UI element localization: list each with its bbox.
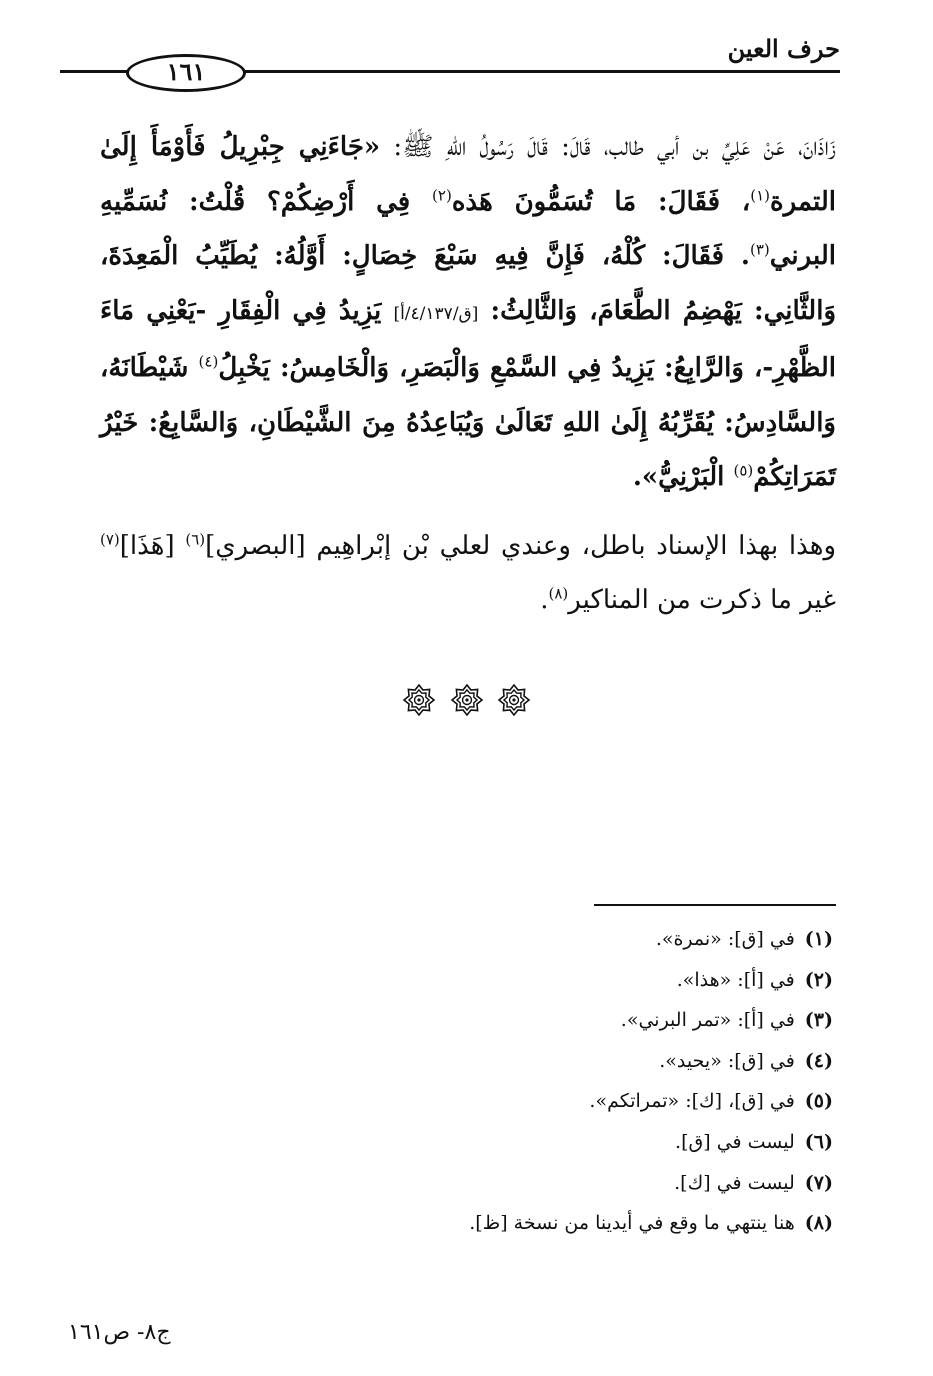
- footnote-text: ليست في [ق].: [675, 1130, 795, 1153]
- hadith-text-1: «جَاءَنِي جِبْرِيلُ فَأَوْمَأَ إِلَىٰ التمرة: [100, 132, 836, 217]
- footnote-item: [93, 1166, 833, 1207]
- hadith-text-5: يَزِيدُ فِي الْفِقَارِ -يَعْنِي مَاءَ الظَّهْرِ-، وَالرَّابِعُ: يَزِيدُ فِي السَّمْعِ وَالْبَصَرِ، وَالْخَامِسُ: يَخْبِلُ: [100, 295, 837, 383]
- commentary-text-3: غير ما ذكرت من المناكير: [568, 585, 836, 615]
- manuscript-reference: [ق/٤/١٣٧/أ]: [393, 303, 479, 324]
- footnote-number: (٧): [804, 1171, 833, 1194]
- footnote-item: [93, 1084, 833, 1125]
- hadith-text-4: . فَقَالَ: كُلْهُ، فَإِنَّ فِيهِ سَبْعَ خِصَالٍ: أَوَّلُهُ: يُطَيِّبُ الْمَعِدَةَ، وَالثَّانِي: يَهْضِمُ الطَّعَامَ، وَالثَّالِثُ:: [100, 241, 836, 326]
- footnote-item: [93, 1125, 833, 1166]
- footnote-number: (٨): [804, 1212, 833, 1235]
- section-title: حرف العين: [722, 34, 840, 64]
- footnote-marker-2: (٢): [432, 185, 452, 204]
- footnote-marker-5: (٥): [733, 461, 754, 480]
- hadith-paragraph: [100, 120, 836, 505]
- footnote-marker-4: (٤): [198, 352, 219, 371]
- hadith-text-3: فِي أَرْضِكُمْ؟ قُلْتُ: نُسَمِّيهِ البرني: [100, 186, 836, 271]
- footnote-marker-7: (٧): [100, 529, 120, 548]
- hadith-text-2: ، فَقَالَ: مَا تُسَمُّونَ هَذه: [451, 186, 751, 217]
- page-footer-reference: ج٨- ص١٦١: [68, 1320, 171, 1345]
- footnote-text: في [ق]، [ك]: «تمراتكم».: [589, 1090, 795, 1113]
- page-header: [60, 28, 840, 88]
- footnotes-list: [93, 922, 833, 1247]
- commentary-text-2: [هَذَا]: [119, 530, 186, 561]
- star-rosette-icon: [497, 683, 531, 717]
- footnote-number: (١): [804, 928, 833, 950]
- footnote-text: في [ق]: «يحيد».: [659, 1049, 795, 1072]
- commentary-paragraph: [100, 519, 836, 628]
- footnote-number: (٥): [804, 1090, 833, 1113]
- star-rosette-icon: [450, 683, 484, 717]
- ornament-separator: [0, 683, 933, 721]
- hadith-intro: زَاذَانَ، عَنْ عَلِيِّ بن أبي طالب، قَالَ: قَالَ رَسُولُ اللهِ ﷺ:: [380, 132, 837, 162]
- main-text: [100, 120, 836, 628]
- footnote-number: (٣): [804, 1009, 833, 1032]
- footnote-text: هنا ينتهي ما وقع في أيدينا من نسخة [ظ].: [469, 1212, 795, 1235]
- commentary-text-1: وهذا بهذا الإسناد باطل، وعندي لعلي بْن إبْراهِيم [البصري]: [205, 530, 837, 561]
- hadith-text-7: الْبَرْنِيُّ».: [632, 462, 734, 492]
- footnote-item: [93, 963, 833, 1004]
- footnote-item: [93, 1003, 833, 1044]
- footnote-marker-1: (١): [750, 185, 770, 204]
- footnote-text: في [أ]: «هذا».: [676, 968, 795, 991]
- star-rosette-icon: [402, 683, 436, 717]
- footnote-separator: [594, 904, 836, 906]
- footnote-text: في [أ]: «تمر البرني».: [620, 1009, 795, 1032]
- footnote-text: في [ق]: «نمرة».: [655, 928, 795, 950]
- footnote-marker-6: (٦): [185, 529, 206, 548]
- footnote-number: (٤): [804, 1049, 833, 1072]
- page-number: ١٦١: [126, 54, 246, 92]
- footnote-number: (٢): [804, 968, 833, 991]
- footnote-text: ليست في [ك].: [674, 1171, 795, 1194]
- footnote-marker-3: (٣): [749, 240, 770, 259]
- commentary-text-4: .: [540, 585, 549, 615]
- footnote-number: (٦): [804, 1130, 833, 1153]
- hadith-text-6: شَيْطَانَهُ، وَالسَّادِسُ: يُقَرِّبُهُ إِلَىٰ اللهِ تَعَالَىٰ وَيُبَاعِدُهُ مِنَ الشَّيْطَانِ، وَالسَّابِعُ: خَيْرُ تَمَرَاتِكُمْ: [100, 353, 836, 492]
- footnote-marker-8: (٨): [548, 584, 569, 603]
- footnote-item: [93, 922, 833, 963]
- footnote-item: [93, 1044, 833, 1085]
- footnote-item: [93, 1206, 833, 1247]
